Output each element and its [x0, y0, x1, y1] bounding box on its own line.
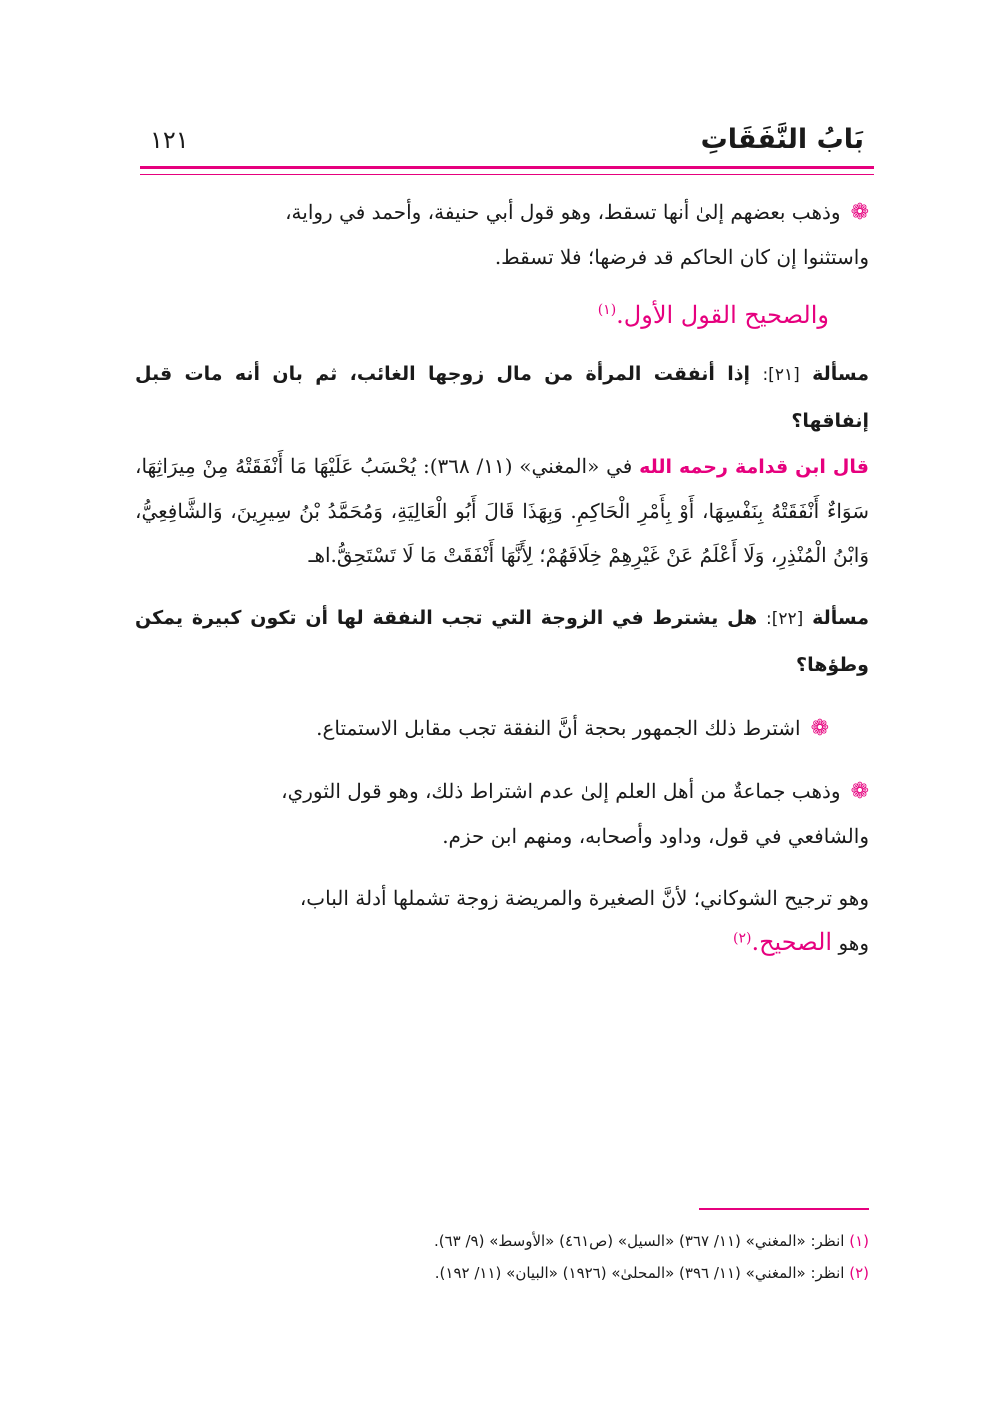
footnote-number: (١) — [849, 1232, 869, 1250]
paragraph-line: والشافعي في قول، وداود وأصحابه، ومنهم ابن حزم. — [442, 824, 869, 848]
quote-intro: في «المغني» (١١/ ٣٦٨): — [422, 454, 633, 478]
conclusion-line — [135, 293, 829, 337]
paragraph-other-opinion — [135, 769, 869, 858]
spacer — [135, 751, 869, 769]
flower-bullet-icon: ❁ — [850, 200, 869, 225]
paragraph-line: واستثنوا إن كان الحاكم قد فرضها؛ فلا تسقط. — [494, 245, 869, 269]
header-rule-thin — [140, 174, 874, 175]
spacer — [135, 858, 869, 876]
footnote-rule — [699, 1208, 869, 1210]
paragraph-line: وذهب جماعةٌ من أهل العلم إلىٰ عدم اشتراط ذلك، وهو قول الثوري، — [281, 779, 841, 803]
paragraph-majority-opinion — [135, 706, 869, 751]
quote-paragraph — [135, 444, 869, 577]
paragraph-prefix: وهو — [838, 931, 869, 955]
issue-label: مسألة — [812, 607, 869, 629]
issue-label: مسألة — [812, 363, 869, 385]
paragraph-preference — [135, 876, 869, 965]
issue-heading-22 — [135, 595, 869, 688]
footnote-item — [135, 1257, 869, 1289]
quote-text: يُحْسَبُ عَلَيْهَا مَا أَنْفَقَتْهُ مِنْ مِيرَاثِهَا، سَوَاءٌ أَنْفَقَتْهُ بِنَفْسِهَا، أَوْ بِأَمْرِ الْحَاكِمِ. وَبِهَذَا قَالَ أَبُو الْعَالِيَةِ، وَمُحَمَّدُ بْنُ سِيرِينَ، وَالشَّافِعِيُّ، وَابْنُ الْمُنْذِرِ، وَلَا أَعْلَمُ عَنْ غَيْرِهِمْ خِلَافَهُمْ؛ لِأَنَّهَا أَنْفَقَتْ مَا لَا تَسْتَحِقُّ.اهـ — [135, 454, 869, 567]
quote-speaker: قال ابن قدامة رحمه الله — [639, 456, 869, 478]
issue-number: [٢١]: — [762, 365, 800, 385]
paragraph-drop-opinion — [135, 190, 869, 279]
header-rule-thick — [140, 166, 874, 169]
flower-bullet-icon: ❁ — [850, 779, 869, 804]
footnote-text: انظر: «المغني» (١١/ ٣٦٧) «السيل» (ص٤٦١) «الأوسط» (٩/ ٦٣). — [433, 1232, 845, 1250]
page-number: ١٢١ — [150, 126, 189, 154]
issue-heading-21 — [135, 351, 869, 444]
conclusion-text: والصحيح القول الأول. — [616, 301, 829, 329]
highlight-correct: الصحيح. — [751, 928, 833, 956]
paragraph-line: اشترط ذلك الجمهور بحجة أنَّ النفقة تجب مقابل الاستمتاع. — [316, 716, 801, 740]
spacer — [135, 688, 869, 706]
spacer — [135, 577, 869, 595]
footnote-number: (٢) — [849, 1264, 869, 1282]
paragraph-line: وذهب بعضهم إلىٰ أنها تسقط، وهو قول أبي حنيفة، وأحمد في رواية، — [285, 200, 841, 224]
page-header — [140, 120, 864, 160]
footnotes — [135, 1225, 869, 1289]
issue-number: [٢٢]: — [766, 609, 804, 629]
running-title: بَابُ النَّفَقَاتِ — [700, 124, 864, 155]
footnote-ref: (٢) — [732, 930, 752, 947]
issue-title: هل يشترط في الزوجة التي تجب النفقة لها أن تكون كبيرة يمكن وطؤها؟ — [135, 607, 869, 676]
flower-bullet-icon: ❁ — [810, 716, 829, 741]
footnote-ref: (١) — [597, 302, 617, 318]
paragraph-line: وهو ترجيح الشوكاني؛ لأنَّ الصغيرة والمريضة زوجة تشملها أدلة الباب، — [299, 886, 869, 910]
footnote-item — [135, 1225, 869, 1257]
issue-title: إذا أنفقت المرأة من مال زوجها الغائب، ثم بان أنه مات قبل إنفاقها؟ — [135, 363, 869, 432]
page-body — [135, 190, 869, 965]
footnote-text: انظر: «المغني» (١١/ ٣٩٦) «المحلىٰ» (١٩٢٦) «البيان» (١١/ ١٩٢). — [434, 1264, 845, 1282]
